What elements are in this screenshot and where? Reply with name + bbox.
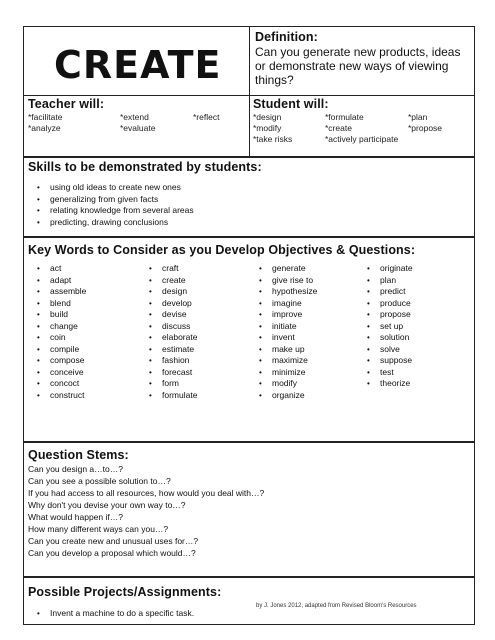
projects-heading: Possible Projects/Assignments: xyxy=(28,585,222,599)
definition-cell xyxy=(255,30,470,87)
question-stem: Can you design a…to…? xyxy=(28,464,123,474)
keyword: • concoct xyxy=(34,378,86,390)
skills-cell xyxy=(28,160,468,228)
keyword: • set up xyxy=(364,321,413,333)
list-item: • using old ideas to create new ones xyxy=(34,182,468,194)
keyword: • solve xyxy=(364,344,413,356)
keyword: • compile xyxy=(34,344,86,356)
student-item: *plan xyxy=(408,112,428,122)
question-stem: If you had access to all resources, how would you deal with…? xyxy=(28,488,265,498)
keywords-column-2 xyxy=(146,263,197,401)
definition-heading: Definition: xyxy=(255,30,318,44)
question-stem: Can you create new and unusual uses for…? xyxy=(28,536,199,546)
keyword: • devise xyxy=(146,309,197,321)
keyword: • discuss xyxy=(146,321,197,333)
keyword: • craft xyxy=(146,263,197,275)
teacher-item: *facilitate xyxy=(28,112,63,122)
keyword: • construct xyxy=(34,390,86,402)
keyword: • predict xyxy=(364,286,413,298)
keyword: • estimate xyxy=(146,344,197,356)
list-item: • predicting, drawing conclusions xyxy=(34,217,468,229)
keyword: • improve xyxy=(256,309,317,321)
student-item: *design xyxy=(253,112,282,122)
keywords-cell xyxy=(28,243,468,423)
question-stem: Can you develop a proposal which would…? xyxy=(28,548,196,558)
keywords-heading: Key Words to Consider as you Develop Objectives & Questions: xyxy=(28,243,416,257)
keyword: • test xyxy=(364,367,413,379)
skills-heading: Skills to be demonstrated by students: xyxy=(28,160,262,174)
skills-list xyxy=(34,182,468,228)
student-cell xyxy=(253,97,473,155)
question-stems-box xyxy=(23,441,475,578)
keyword: • blend xyxy=(34,298,86,310)
keyword: • imagine xyxy=(256,298,317,310)
keyword: • solution xyxy=(364,332,413,344)
header-box xyxy=(23,26,475,158)
keyword: • create xyxy=(146,275,197,287)
keyword: • suppose xyxy=(364,355,413,367)
keyword: • compose xyxy=(34,355,86,367)
keywords-box xyxy=(23,236,475,443)
keyword: • elaborate xyxy=(146,332,197,344)
keyword: • originate xyxy=(364,263,413,275)
keywords-columns xyxy=(28,263,468,423)
keyword: • act xyxy=(34,263,86,275)
keyword: • form xyxy=(146,378,197,390)
keyword: • forecast xyxy=(146,367,197,379)
student-item: *take risks xyxy=(253,134,293,144)
teacher-items xyxy=(28,111,246,137)
keyword: • adapt xyxy=(34,275,86,287)
keywords-column-3 xyxy=(256,263,317,401)
projects-box xyxy=(23,576,475,625)
keyword: • modify xyxy=(256,378,317,390)
list-item: • Invent a machine to do a specific task. xyxy=(34,608,468,620)
keyword: • minimize xyxy=(256,367,317,379)
keyword: • organize xyxy=(256,390,317,402)
page-title: CREATE xyxy=(54,43,222,87)
keyword: • change xyxy=(34,321,86,333)
question-stem: Why don't you devise your own way to…? xyxy=(28,500,186,510)
definition-text: Can you generate new products, ideas or demonstrate new ways of viewing things? xyxy=(255,45,461,87)
question-stems-heading: Question Stems: xyxy=(28,448,129,462)
keyword: • make up xyxy=(256,344,317,356)
keywords-column-4 xyxy=(364,263,413,390)
credit-line: by J. Jones 2012, adapted from Revised Bloom's Resources xyxy=(256,603,417,609)
list-item: • generalizing from given facts xyxy=(34,194,468,206)
keyword: • coin xyxy=(34,332,86,344)
header-divider xyxy=(249,27,250,157)
student-item: *formulate xyxy=(325,112,364,122)
student-item: *actively participate xyxy=(325,134,399,144)
keyword: • invent xyxy=(256,332,317,344)
question-stems-list xyxy=(28,463,468,559)
keyword: • develop xyxy=(146,298,197,310)
keyword: • plan xyxy=(364,275,413,287)
keyword: • formulate xyxy=(146,390,197,402)
student-item: *create xyxy=(325,123,352,133)
keyword: • produce xyxy=(364,298,413,310)
keyword: • design xyxy=(146,286,197,298)
student-items xyxy=(253,111,473,147)
keyword: • generate xyxy=(256,263,317,275)
teacher-heading: Teacher will: xyxy=(28,97,105,111)
keyword: • theorize xyxy=(364,378,413,390)
keyword: • give rise to xyxy=(256,275,317,287)
keyword: • conceive xyxy=(34,367,86,379)
keyword: • assemble xyxy=(34,286,86,298)
question-stems-cell xyxy=(28,448,468,559)
student-item: *modify xyxy=(253,123,282,133)
keyword: • hypothesize xyxy=(256,286,317,298)
keyword: • initiate xyxy=(256,321,317,333)
list-item: • relating knowledge from several areas xyxy=(34,205,468,217)
teacher-cell xyxy=(28,97,246,155)
student-heading: Student will: xyxy=(253,97,329,111)
projects-list xyxy=(34,608,468,620)
header-row-divider xyxy=(24,95,474,96)
teacher-item: *evaluate xyxy=(120,123,156,133)
teacher-item: *analyze xyxy=(28,123,61,133)
teacher-item: *extend xyxy=(120,112,149,122)
question-stem: What would happen if…? xyxy=(28,512,123,522)
keyword: • build xyxy=(34,309,86,321)
keyword: • fashion xyxy=(146,355,197,367)
question-stem: Can you see a possible solution to…? xyxy=(28,476,171,486)
question-stem: How many different ways can you…? xyxy=(28,524,169,534)
keyword: • propose xyxy=(364,309,413,321)
keyword: • maximize xyxy=(256,355,317,367)
student-item: *propose xyxy=(408,123,443,133)
keywords-column-1 xyxy=(34,263,86,401)
teacher-item: *reflect xyxy=(193,112,220,122)
skills-box xyxy=(23,156,475,238)
